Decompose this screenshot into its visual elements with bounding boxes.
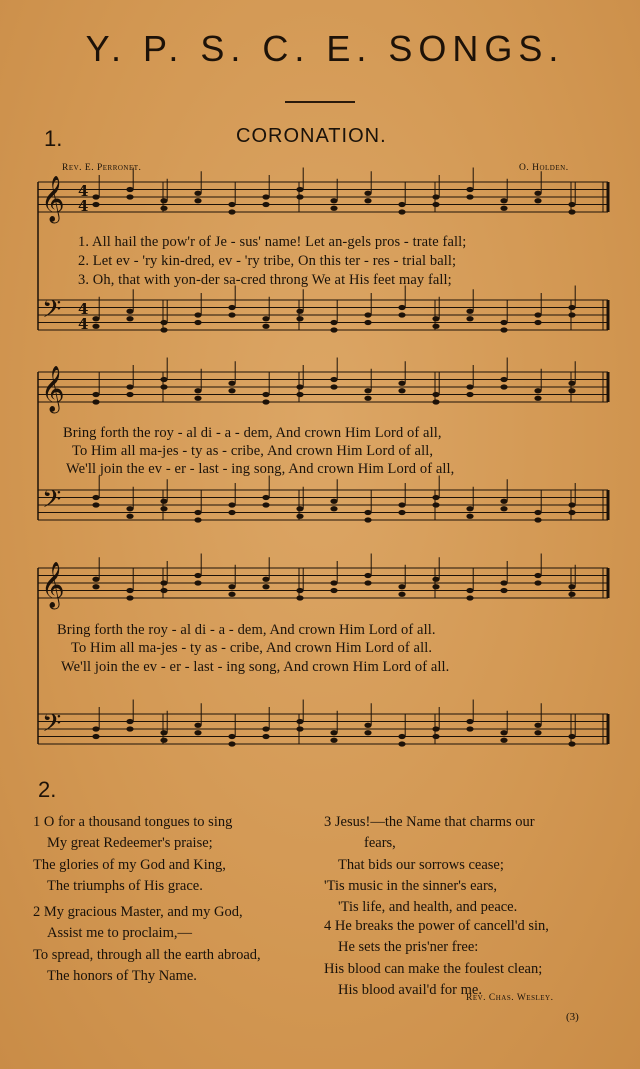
stanza-3 <box>324 812 535 918</box>
system-2-treble-note <box>160 377 167 382</box>
system-2-treble-note <box>92 399 99 404</box>
system-1-treble-note <box>160 206 167 211</box>
system-1-treble-clef-icon: 𝄞 <box>41 176 65 222</box>
system-3-bass-note <box>92 734 99 739</box>
time-signature-bottom: 4 <box>78 197 89 215</box>
system-3-treble-note <box>262 577 269 582</box>
system-3-bass-note <box>92 726 99 731</box>
stanza-line: To spread, through all the earth abroad, <box>33 946 261 963</box>
system-2-bass-note <box>126 514 133 519</box>
system-2-bass-note <box>364 517 371 522</box>
system-3-bass-note <box>500 738 507 743</box>
system-2-treble-note <box>398 381 405 386</box>
system-3-treble-note <box>228 584 235 589</box>
system-1-treble-note <box>228 209 235 214</box>
system-2-treble-note <box>466 392 473 397</box>
system-1-treble-note <box>364 191 371 196</box>
system-1-bass-note <box>534 320 541 325</box>
system-3-treble-note <box>432 584 439 589</box>
page-number: (3) <box>566 1011 579 1023</box>
system-1-treble-note <box>432 194 439 199</box>
lyric-verse-2-line-2: To Him all ma-jes - ty as - cribe, And crown Him Lord of all, <box>72 443 434 459</box>
system-2-treble-note <box>330 377 337 382</box>
hymn-2-credit: Rev. Chas. Wesley. <box>466 993 554 1003</box>
system-2-treble-note <box>296 392 303 397</box>
stanza-line: His blood avail'd for me. <box>338 981 482 998</box>
system-2-treble-note <box>466 384 473 389</box>
stanza-2 <box>33 902 261 987</box>
system-3-treble-note <box>194 573 201 578</box>
system-1-treble-note <box>228 202 235 207</box>
system-1-bass-note <box>500 327 507 332</box>
system-1-bass-note <box>296 309 303 314</box>
time-signature-top: 4 <box>78 182 89 200</box>
system-2-bass-note <box>296 506 303 511</box>
system-2-treble-note <box>534 388 541 393</box>
system-2-bass-note <box>534 510 541 515</box>
system-1-bass-note <box>330 327 337 332</box>
system-1-bass-note <box>330 320 337 325</box>
system-2-bass-note <box>500 499 507 504</box>
stanza-line: The triumphs of His grace. <box>47 877 203 894</box>
system-1-bass-note <box>296 316 303 321</box>
system-3-treble-note <box>194 580 201 585</box>
stanza-1 <box>33 812 232 897</box>
system-3-treble-note <box>330 588 337 593</box>
system-1-treble-note <box>160 198 167 203</box>
system-2-bass-note <box>568 510 575 515</box>
system-2-treble-note <box>228 381 235 386</box>
lyric-verse-3-line-3: We'll join the ev - er - last - ing song, And crown Him Lord of all. <box>61 659 450 675</box>
system-1-bass-note <box>228 305 235 310</box>
lyric-verse-1-line-1: 1. All hail the pow'r of Je - sus' name! Let an-gels pros - trate fall; <box>78 234 467 250</box>
system-3-treble-note <box>534 580 541 585</box>
system-3-treble-note <box>364 580 371 585</box>
system-1-bass-note <box>126 316 133 321</box>
system-2-treble-note <box>194 396 201 401</box>
system-2-bass-note <box>160 506 167 511</box>
system-2-treble-note <box>262 399 269 404</box>
system-2-treble-note <box>432 392 439 397</box>
system-3-treble-note <box>330 580 337 585</box>
system-2-bass-note <box>194 517 201 522</box>
stanza-line: He sets the pris'ner free: <box>338 939 479 956</box>
stanza-line: That bids our sorrows cease; <box>338 856 504 873</box>
system-2-treble-note <box>500 384 507 389</box>
time-signature-top: 4 <box>78 300 89 318</box>
system-3-treble-note <box>398 584 405 589</box>
system-3-bass-note <box>364 730 371 735</box>
system-2-treble-note <box>568 388 575 393</box>
system-1-treble-note <box>92 194 99 199</box>
system-3-bass-note <box>296 719 303 724</box>
system-2-treble-note <box>296 384 303 389</box>
lyric-verse-2-line-3: To Him all ma-jes - ty as - cribe, And crown Him Lord of all. <box>71 640 433 656</box>
system-1-treble-note <box>398 202 405 207</box>
lyric-verse-2-line-1: 2. Let ev - 'ry kin-dred, ev - 'ry tribe, On this ter - res - trial ball; <box>78 253 457 269</box>
lyric-verse-3-line-1: 3. Oh, that with yon-der sa-cred throng We at His feet may fall; <box>78 272 452 288</box>
stanza-line: 'Tis music in the sinner's ears, <box>324 877 498 894</box>
system-2-bass-note <box>568 502 575 507</box>
stanza-line: 4 He breaks the power of cancell'd sin, <box>324 918 549 934</box>
system-2-bass-note <box>160 499 167 504</box>
system-1-treble-note <box>432 202 439 207</box>
system-1-treble-note <box>330 198 337 203</box>
system-3-bass-note <box>330 738 337 743</box>
system-2-bass-note <box>228 510 235 515</box>
system-3-bass-note <box>568 734 575 739</box>
system-2-bass-note <box>330 499 337 504</box>
hymn-1-title: CORONATION. <box>236 125 387 147</box>
system-2-treble-note <box>126 392 133 397</box>
words-credit: Rev. E. Perronet. <box>62 163 142 173</box>
system-2-treble-note <box>364 396 371 401</box>
system-3-bass-note <box>534 723 541 728</box>
stanza-line: 1 O for a thousand tongues to sing <box>33 814 233 830</box>
stanza-line: 'Tis life, and health, and peace. <box>338 899 518 916</box>
system-1-bass-note <box>262 316 269 321</box>
system-3-treble-note <box>466 595 473 600</box>
system-2-treble-note <box>228 388 235 393</box>
system-3-treble-note <box>160 588 167 593</box>
stanza-line: The honors of Thy Name. <box>47 967 197 984</box>
stanza-line: Assist me to proclaim,— <box>47 925 192 942</box>
system-3-bass-note <box>398 741 405 746</box>
system-3-treble-note <box>228 592 235 597</box>
system-1-bass-note <box>534 312 541 317</box>
system-3-treble-note <box>398 592 405 597</box>
music-credit: O. Holden. <box>519 163 569 173</box>
system-2-bass-note <box>262 495 269 500</box>
system-3-treble-note <box>262 584 269 589</box>
system-3-treble-note <box>92 584 99 589</box>
system-1-bass-note <box>92 316 99 321</box>
system-3-treble-note <box>568 592 575 597</box>
system-1-treble-note <box>568 209 575 214</box>
system-1-bass-note <box>398 305 405 310</box>
system-2-bass-note <box>432 502 439 507</box>
system-3-bass-note <box>432 726 439 731</box>
stanza-line: The glories of my God and King, <box>33 856 226 873</box>
system-3-bass-note <box>398 734 405 739</box>
system-3-bass-note <box>228 734 235 739</box>
system-3-treble-note <box>296 595 303 600</box>
system-1-bass-note <box>364 312 371 317</box>
system-3-treble-note <box>126 595 133 600</box>
system-2-treble-note <box>330 384 337 389</box>
system-3-bass-note <box>500 730 507 735</box>
system-3-bass-note <box>228 741 235 746</box>
system-1-bass-note <box>126 309 133 314</box>
system-1-treble-note <box>500 198 507 203</box>
system-3-treble-note <box>568 584 575 589</box>
system-1-bass-note <box>160 327 167 332</box>
hymn-2-number: 2. <box>38 777 57 802</box>
system-2-bass-note <box>466 514 473 519</box>
system-3-bass-note <box>160 738 167 743</box>
system-3-bass-note <box>194 730 201 735</box>
system-2-treble-note <box>160 384 167 389</box>
system-2-bass-note <box>466 506 473 511</box>
stanza-line: 3 Jesus!—the Name that charms our <box>324 814 535 830</box>
system-1-bass-note <box>92 324 99 329</box>
system-3-treble-note <box>296 588 303 593</box>
system-1-bass-note <box>432 324 439 329</box>
system-1-treble-note <box>364 198 371 203</box>
system-2-treble-note <box>398 388 405 393</box>
system-3-treble-note <box>126 588 133 593</box>
system-1-treble-note <box>466 187 473 192</box>
system-1-treble-note <box>194 198 201 203</box>
system-2-bass-note <box>126 506 133 511</box>
stanza-line: 2 My gracious Master, and my God, <box>33 904 243 920</box>
system-3-bass-note <box>262 734 269 739</box>
system-1-treble-note <box>194 191 201 196</box>
system-1-bass-note <box>568 312 575 317</box>
system-2-treble-note <box>568 381 575 386</box>
stanza-4 <box>324 916 549 1001</box>
system-1-bass-note <box>228 312 235 317</box>
system-2-treble-note <box>92 392 99 397</box>
lyric-verse-3-line-2: We'll join the ev - er - last - ing song, And crown Him Lord of all, <box>66 461 455 477</box>
system-2-bass-note <box>500 506 507 511</box>
system-3-treble-note <box>432 577 439 582</box>
system-1-treble-note <box>534 198 541 203</box>
lyric-verse-1-line-2: Bring forth the roy - al di - a - dem, And crown Him Lord of all, <box>63 425 442 441</box>
system-3-bass-note <box>262 726 269 731</box>
system-1-bass-note <box>160 320 167 325</box>
system-3-bass-note <box>466 719 473 724</box>
system-2-treble-clef-icon: 𝄞 <box>41 366 65 412</box>
system-1-treble-note <box>296 187 303 192</box>
lyric-verse-1-line-3: Bring forth the roy - al di - a - dem, And crown Him Lord of all. <box>57 622 436 638</box>
system-2-bass-note <box>432 495 439 500</box>
system-1-bass-note <box>500 320 507 325</box>
system-2-bass-note <box>228 502 235 507</box>
system-1-treble-note <box>262 202 269 207</box>
system-1-bass-note <box>194 312 201 317</box>
system-1-treble-note <box>126 187 133 192</box>
system-2-bass-note <box>534 517 541 522</box>
time-signature-bottom: 4 <box>78 315 89 333</box>
system-1-bass-note <box>466 309 473 314</box>
system-1-treble-note <box>262 194 269 199</box>
system-3-treble-note <box>466 588 473 593</box>
system-1-bass-note <box>398 312 405 317</box>
stanza-line: My great Redeemer's praise; <box>47 835 213 852</box>
system-1-treble-note <box>330 206 337 211</box>
system-2-treble-note <box>364 388 371 393</box>
system-1-treble-note <box>466 194 473 199</box>
system-3-bass-note <box>330 730 337 735</box>
stanza-line: His blood can make the foulest clean; <box>324 960 543 977</box>
system-2-treble-note <box>194 388 201 393</box>
system-2-bass-note <box>194 510 201 515</box>
system-2-treble-note <box>262 392 269 397</box>
system-1-treble-note <box>126 194 133 199</box>
system-1-bass-note <box>432 316 439 321</box>
system-3-treble-note <box>534 573 541 578</box>
system-3-bass-note <box>126 726 133 731</box>
system-1-bass-note <box>194 320 201 325</box>
system-1-treble-note <box>398 209 405 214</box>
hymn-1-number: 1. <box>44 126 63 151</box>
system-2-bass-note <box>296 514 303 519</box>
system-3-bass-note <box>466 726 473 731</box>
system-2-bass-note <box>330 506 337 511</box>
system-3-bass-note <box>296 726 303 731</box>
system-2-bass-clef-icon: 𝄢 <box>42 485 62 520</box>
system-1-bass-note <box>364 320 371 325</box>
system-3-bass-clef-icon: 𝄢 <box>42 709 62 744</box>
system-1-treble-note <box>296 194 303 199</box>
system-2-bass-note <box>398 510 405 515</box>
system-3-treble-note <box>500 580 507 585</box>
system-1-bass-note <box>568 305 575 310</box>
system-3-bass-note <box>194 723 201 728</box>
system-1-bass-note <box>466 316 473 321</box>
system-3-treble-note <box>92 577 99 582</box>
system-2-treble-note <box>534 396 541 401</box>
system-3-bass-note <box>160 730 167 735</box>
system-1-treble-note <box>500 206 507 211</box>
system-1-treble-note <box>568 202 575 207</box>
page-title: Y. P. S. C. E. SONGS. <box>85 28 565 69</box>
system-2-treble-note <box>126 384 133 389</box>
system-1-bass-note <box>262 324 269 329</box>
system-2-bass-note <box>398 502 405 507</box>
system-2-treble-note <box>432 399 439 404</box>
system-3-bass-note <box>364 723 371 728</box>
system-3-treble-note <box>364 573 371 578</box>
system-2-bass-note <box>262 502 269 507</box>
system-3-bass-note <box>568 741 575 746</box>
stanza-line: fears, <box>364 835 396 852</box>
system-3-treble-note <box>160 580 167 585</box>
system-3-treble-note <box>500 588 507 593</box>
system-2-bass-note <box>364 510 371 515</box>
system-3-treble-clef-icon: 𝄞 <box>41 562 65 608</box>
system-3-bass-note <box>534 730 541 735</box>
system-1-treble-note <box>92 202 99 207</box>
system-2-bass-note <box>92 495 99 500</box>
system-1-bass-clef-icon: 𝄢 <box>42 295 62 330</box>
system-3-bass-note <box>126 719 133 724</box>
system-2-treble-note <box>500 377 507 382</box>
system-3-bass-note <box>432 734 439 739</box>
system-2-bass-note <box>92 502 99 507</box>
system-1-treble-note <box>534 191 541 196</box>
